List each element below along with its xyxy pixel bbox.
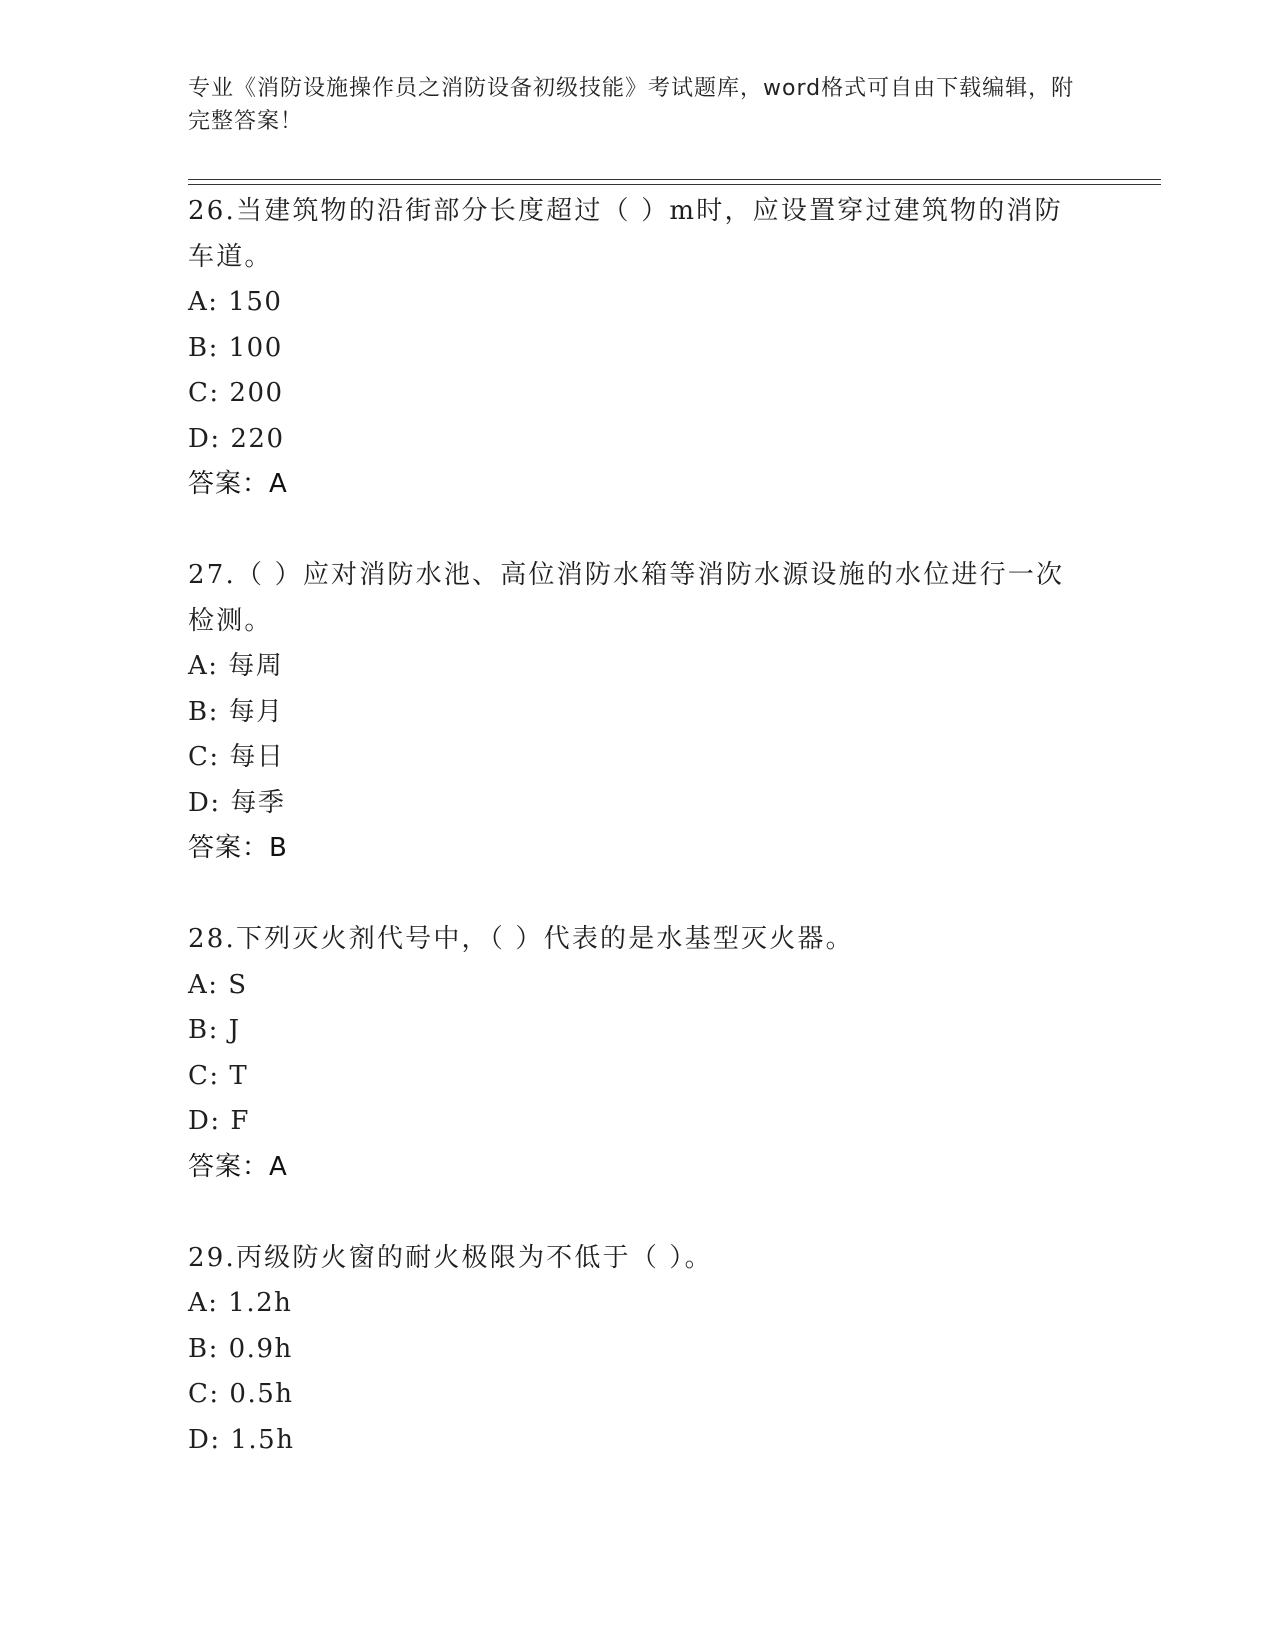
option-d: D: 1.5h xyxy=(188,1424,295,1455)
option-a: A: S xyxy=(188,969,248,1000)
question-stem: 27.（ ）应对消防水池、高位消防水箱等消防水源设施的水位进行一次检测。 xyxy=(188,560,1065,636)
question-list xyxy=(188,189,1088,1463)
spacer xyxy=(188,1190,1088,1236)
document-header: 专业《消防设施操作员之消防设备初级技能》考试题库，word格式可自由下载编辑，附完整答案！ xyxy=(188,76,1075,134)
question-28 xyxy=(188,917,1088,1190)
question-stem: 28.下列灭火剂代号中，（ ）代表的是水基型灭火器。 xyxy=(188,924,854,954)
option-b: B: 每月 xyxy=(188,696,284,727)
option-d: D: 220 xyxy=(188,423,285,454)
option-c: C: 每日 xyxy=(188,742,285,772)
question-26 xyxy=(188,189,1088,507)
option-b: B: 100 xyxy=(188,332,283,363)
question-stem: 26.当建筑物的沿街部分长度超过（ ）m时，应设置穿过建筑物的消防车道。 xyxy=(188,196,1063,272)
option-a: A: 1.2h xyxy=(188,1288,293,1318)
option-d: D: 每季 xyxy=(188,787,286,818)
question-29 xyxy=(188,1236,1088,1464)
option-b: B: 0.9h xyxy=(188,1333,293,1364)
option-a: A: 150 xyxy=(188,287,283,317)
spacer xyxy=(188,871,1088,917)
spacer xyxy=(188,507,1088,553)
question-stem: 29.丙级防火窗的耐火极限为不低于（ ）。 xyxy=(188,1242,713,1273)
answer: 答案：B xyxy=(188,833,288,863)
question-27 xyxy=(188,553,1088,871)
answer: 答案：A xyxy=(188,469,288,499)
header-divider-top xyxy=(188,179,1161,180)
option-c: C: T xyxy=(188,1060,249,1091)
answer: 答案：A xyxy=(188,1151,288,1182)
option-a: A: 每周 xyxy=(188,651,284,681)
option-d: D: F xyxy=(188,1106,250,1136)
option-b: B: J xyxy=(188,1015,241,1045)
option-c: C: 200 xyxy=(188,378,284,408)
option-c: C: 0.5h xyxy=(188,1379,294,1409)
header-divider-bottom xyxy=(188,184,1161,185)
